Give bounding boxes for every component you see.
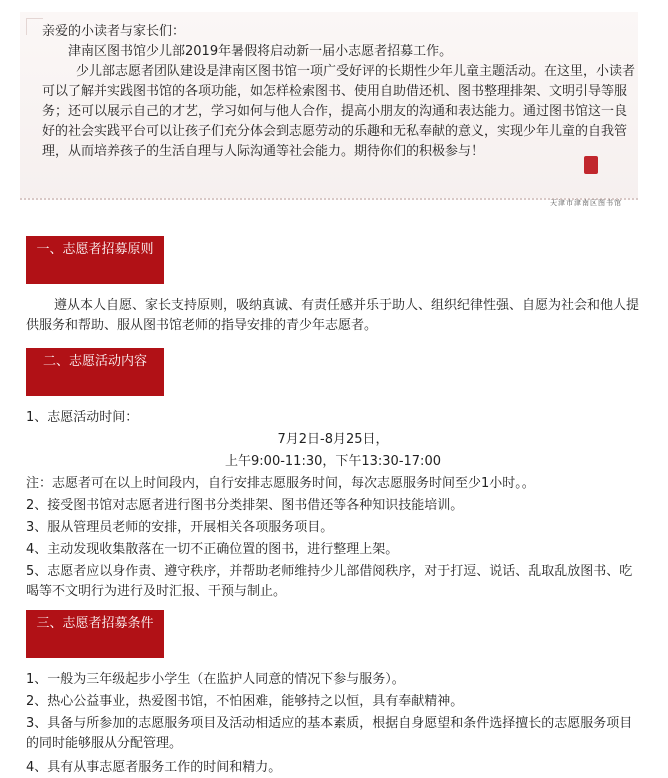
activity-hours: 上午9:00-11:30，下午13:30-17:00 <box>225 454 441 469</box>
letter-line-1: 津南区图书馆少儿部2019年暑假将启动新一届小志愿者招募工作。 <box>68 44 453 59</box>
library-seal-icon <box>584 156 598 174</box>
section-2-banner <box>26 348 164 396</box>
letter-greeting: 亲爱的小读者与家长们： <box>42 24 186 39</box>
section-3-banner <box>26 610 164 658</box>
section-2-item-2: 2、接受图书馆对志愿者进行图书分类排架、图书借还等各种知识技能培训。 <box>26 498 464 513</box>
seal-caption: 天津市津南区图书馆 <box>550 199 622 207</box>
section-1-title: 一、志愿者招募原则 <box>36 242 154 257</box>
section-2-item-5: 5、志愿者应以身作责、遵守秩序，并帮助老师维持少儿部借阅秩序，对于打逗、说话、乱取乱放图书、吃喝等不文明行为进行及时汇报、干预与制止。 <box>26 564 633 599</box>
activity-dates: 7月2日-8月25日， <box>277 432 389 447</box>
section-3-item-2: 2、热心公益事业，热爱图书馆，不怕困难，能够持之以恒，具有奉献精神。 <box>26 694 464 709</box>
letter-line-2: 少儿部志愿者团队建设是津南区图书馆一项广受好评的长期性少年儿童主题活动。在这里，小读者可以了解并实践图书馆的各项功能，如怎样检索图书、使用自助借还机、图书整理排架、文明引导等服务；还可以展示自己的才艺，学习如何与他人合作，提高小朋友的沟通和表达能力。通过图书馆这一良好的社会实践平台可以让孩子们充分体会到志愿劳动的乐趣和无私奉献的意义，实现少年儿童的自我管理，从而培养孩子的生活自理与人际沟通等社会能力。期待你们的积极参与！ <box>42 64 636 159</box>
section-1-banner <box>26 236 164 284</box>
section-3-item-3: 3、具备与所参加的志愿服务项目及活动相适应的基本素质，根据自身愿望和条件选择擅长的志愿服务项目的同时能够服从分配管理。 <box>26 716 633 751</box>
section-2-item-1: 1、志愿活动时间： <box>26 410 139 425</box>
section-3-title: 三、志愿者招募条件 <box>36 616 154 631</box>
letter-text <box>42 22 638 162</box>
section-2-title: 二、志愿活动内容 <box>42 354 147 369</box>
section-3-item-1: 1、一般为三年级起步小学生（在监护人同意的情况下参与服务）。 <box>26 672 405 687</box>
section-2-item-4: 4、主动发现收集散落在一切不正确位置的图书，进行整理上架。 <box>26 542 399 557</box>
section-2-item-3: 3、服从管理员老师的安排，开展相关各项服务项目。 <box>26 520 334 535</box>
corner-ornament <box>26 18 43 35</box>
section-1-body: 遵从本人自愿、家长支持原则，吸纳真诚、有责任感并乐于助人、组织纪律性强、自愿为社会和他人提供服务和帮助、服从图书馆老师的指导安排的青少年志愿者。 <box>26 298 640 333</box>
section-3-item-4: 4、具有从事志愿者服务工作的时间和精力。 <box>26 760 282 775</box>
section-2-note: 注：志愿者可在以上时间段内，自行安排志愿服务时间，每次志愿服务时间至少1小时。。 <box>26 476 535 491</box>
letter-box <box>20 12 638 207</box>
